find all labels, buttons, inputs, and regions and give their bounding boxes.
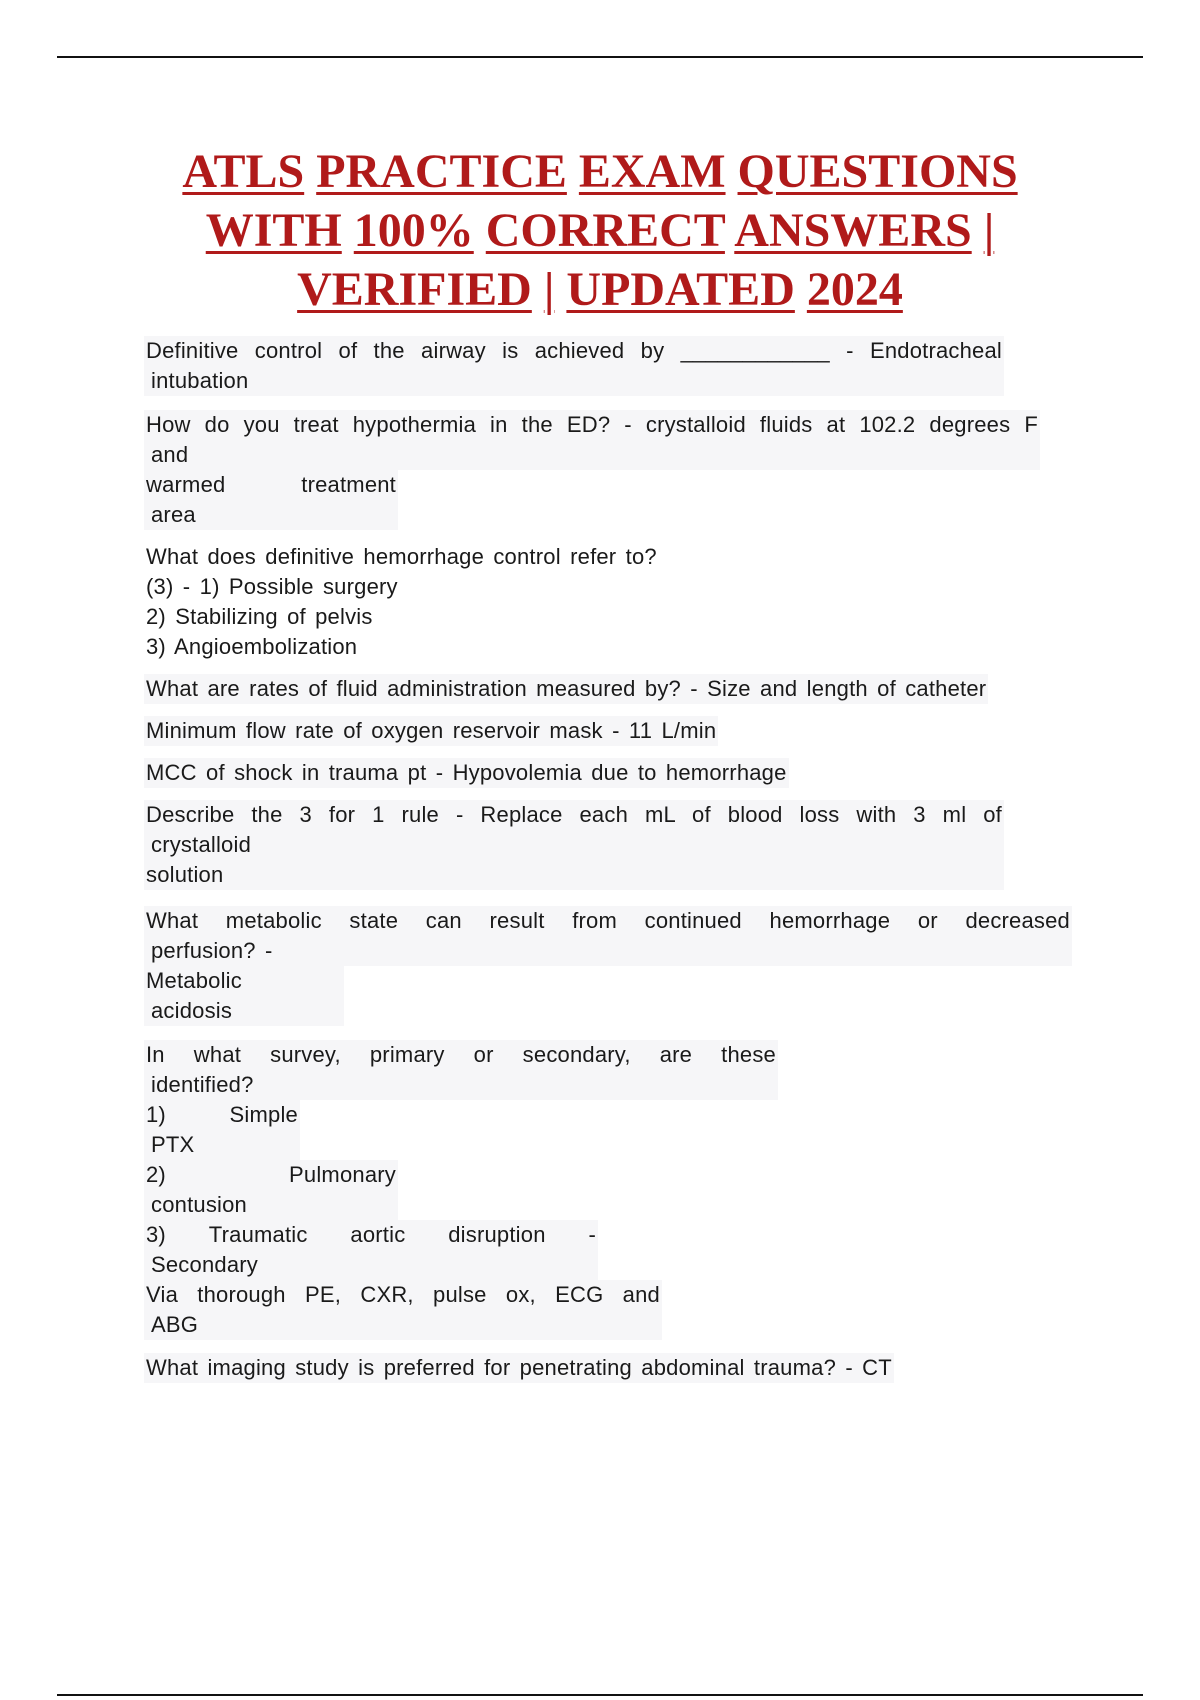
qa-line xyxy=(146,1220,596,1250)
title-word: QUESTIONS xyxy=(737,145,1018,198)
qa-item-4 xyxy=(144,674,988,704)
qa-word: - xyxy=(588,1222,596,1247)
qa-word: Traumatic xyxy=(208,1222,308,1247)
qa-word: Pulmonary xyxy=(289,1162,396,1187)
title-word: 2024 xyxy=(806,263,903,316)
qa-item-1 xyxy=(144,336,1004,396)
qa-line: What imaging study is preferred for penetrating abdominal trauma? - CT xyxy=(146,1355,892,1380)
qa-item-9-d xyxy=(144,1280,662,1340)
qa-item-6 xyxy=(144,758,789,788)
qa-line xyxy=(146,470,396,500)
qa-item-7 xyxy=(144,800,1004,890)
qa-line: (3) - 1) Possible surgery xyxy=(146,574,398,599)
qa-item-9-b xyxy=(144,1160,398,1220)
qa-word: 1) xyxy=(146,1102,166,1127)
qa-line: 3) Angioembolization xyxy=(146,634,358,659)
qa-line: acidosis xyxy=(151,998,233,1023)
qa-word: treatment xyxy=(301,472,396,497)
qa-line: In what survey, primary or secondary, are these xyxy=(146,1042,776,1067)
title-word: WITH xyxy=(205,204,342,257)
qa-item-2 xyxy=(144,410,1040,470)
title-word: 100% xyxy=(353,204,474,257)
title-line-2 xyxy=(120,201,1080,260)
qa-line: Metabolic xyxy=(146,968,242,993)
qa-line: Via thorough PE, CXR, pulse ox, ECG and xyxy=(146,1282,660,1307)
qa-line: crystalloid xyxy=(151,832,252,857)
title-word: | xyxy=(983,204,995,257)
document-title xyxy=(120,142,1080,319)
qa-line: 2) Stabilizing of pelvis xyxy=(146,604,373,629)
qa-line: Minimum flow rate of oxygen reservoir mask - 11 L/min xyxy=(146,718,717,743)
qa-item-9-a xyxy=(144,1100,300,1160)
qa-line: How do you treat hypothermia in the ED? - crystalloid fluids at 102.2 degrees F xyxy=(146,412,1038,437)
title-line-1 xyxy=(120,142,1080,201)
qa-line: and xyxy=(151,442,189,467)
qa-item-8-tail xyxy=(144,966,344,1026)
title-word: | xyxy=(543,263,555,316)
qa-word: aortic xyxy=(350,1222,406,1247)
qa-line: intubation xyxy=(151,368,249,393)
title-word: ATLS xyxy=(182,145,305,198)
qa-line: area xyxy=(151,502,196,527)
qa-line: What are rates of fluid administration measured by? - Size and length of catheter xyxy=(146,676,987,701)
qa-line: MCC of shock in trauma pt - Hypovolemia due to hemorrhage xyxy=(146,760,787,785)
title-word: CORRECT xyxy=(485,204,725,257)
top-rule xyxy=(57,56,1143,58)
qa-item-9 xyxy=(144,1040,778,1100)
qa-item-3 xyxy=(144,542,708,662)
qa-item-8 xyxy=(144,906,1072,966)
qa-item-10 xyxy=(144,1353,894,1383)
qa-line xyxy=(146,1100,298,1130)
qa-line: contusion xyxy=(151,1192,247,1217)
qa-line: solution xyxy=(146,862,224,887)
qa-word: Simple xyxy=(229,1102,298,1127)
qa-line: Describe the 3 for 1 rule - Replace each mL of blood loss with 3 ml of xyxy=(146,802,1002,827)
qa-word: warmed xyxy=(146,472,226,497)
qa-word: 2) xyxy=(146,1162,166,1187)
qa-word: disruption xyxy=(448,1222,546,1247)
qa-line: perfusion? - xyxy=(151,938,273,963)
title-word: EXAM xyxy=(578,145,726,198)
qa-line: What does definitive hemorrhage control refer to? xyxy=(146,544,657,569)
title-line-3 xyxy=(120,260,1080,319)
bottom-rule xyxy=(57,1694,1143,1696)
qa-item-2-tail xyxy=(144,470,398,530)
title-word: VERIFIED xyxy=(297,263,532,316)
qa-line: Definitive control of the airway is achieved by ____________ - Endotracheal xyxy=(146,338,1002,363)
qa-word: 3) xyxy=(146,1222,166,1247)
title-word: UPDATED xyxy=(566,263,795,316)
title-word: ANSWERS xyxy=(734,204,972,257)
qa-line: ABG xyxy=(151,1312,199,1337)
qa-item-9-c xyxy=(144,1220,598,1280)
qa-line xyxy=(146,1160,396,1190)
qa-line: What metabolic state can result from continued hemorrhage or decreased xyxy=(146,908,1070,933)
qa-line: Secondary xyxy=(151,1252,258,1277)
qa-line: PTX xyxy=(151,1132,195,1157)
qa-item-5 xyxy=(144,716,718,746)
title-word: PRACTICE xyxy=(316,145,567,198)
qa-line: identified? xyxy=(151,1072,254,1097)
